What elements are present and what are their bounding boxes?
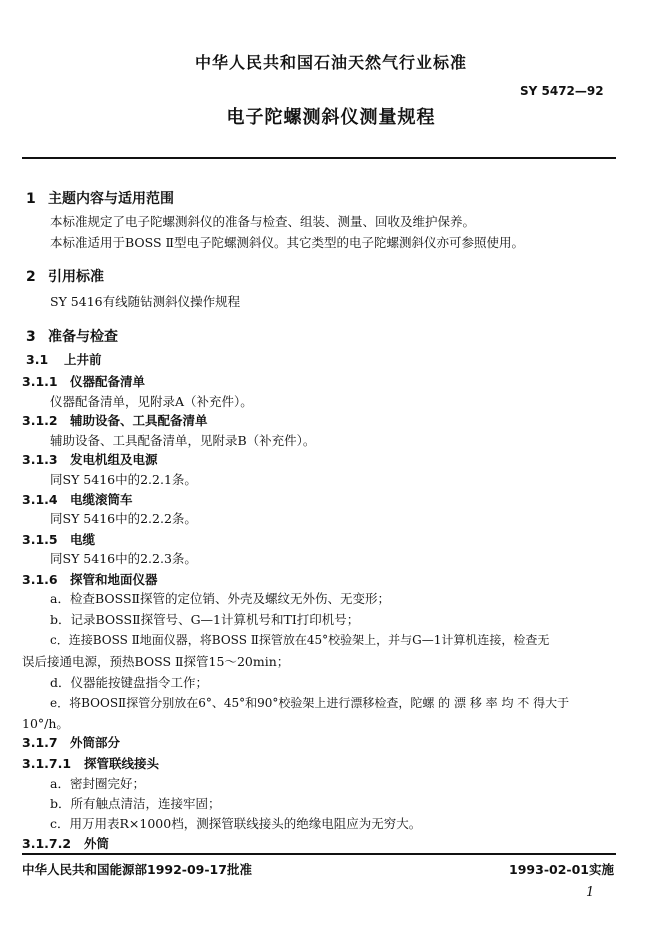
- section-title: 仪器配备清单: [70, 374, 146, 389]
- paragraph: 同SY 5416中的2.2.1条。: [50, 472, 197, 487]
- section-number: 3.1.7: [22, 735, 58, 750]
- standard-number: SY 5472—92: [520, 84, 604, 98]
- paragraph: 辅助设备、工具配备清单，见附录B（补充件）。: [50, 433, 316, 448]
- paragraph: 同SY 5416中的2.2.3条。: [50, 551, 197, 566]
- list-item: c．用万用表R×1000档，测探管联线接头的绝缘电阻应为无穷大。: [50, 816, 422, 831]
- section-title: 探管联线接头: [84, 756, 160, 771]
- section-title: 外筒: [84, 836, 110, 851]
- list-item: d．仪器能按键盘指令工作；: [50, 675, 209, 690]
- subsection-3-1-3-heading: [22, 450, 158, 468]
- section-title: 引用标准: [48, 269, 104, 285]
- section-title: 辅助设备、工具配备清单: [70, 413, 208, 428]
- section-number: 3.1.7.2: [22, 836, 72, 851]
- section-number: 3.1.2: [22, 413, 58, 428]
- section-number: 2: [26, 269, 36, 285]
- section-number: 3.1: [26, 352, 49, 367]
- subsection-3-1-4-heading: [22, 490, 133, 508]
- section-2-heading: [26, 266, 104, 286]
- section-title: 发电机组及电源: [70, 452, 158, 467]
- subsection-3-1-2-heading: [22, 411, 208, 429]
- subsection-3-1-1-heading: [22, 372, 145, 390]
- list-item: a．密封圈完好；: [50, 776, 145, 791]
- subsection-3-1-5-heading: [22, 530, 95, 548]
- section-title: 探管和地面仪器: [70, 572, 158, 587]
- list-item-continuation: 10°/h。: [22, 716, 69, 731]
- subsection-3-1-7-heading: [22, 733, 120, 751]
- section-title: 上井前: [64, 352, 102, 367]
- section-3-heading: [26, 326, 118, 346]
- section-title: 准备与检查: [48, 329, 118, 345]
- paragraph: 本标准适用于BOSS Ⅱ型电子陀螺测斜仪。其它类型的电子陀螺测斜仪亦可参照使用。: [50, 235, 525, 250]
- list-item: b．记录BOSSⅡ探管号、G—1计算机号和TⅠ打印机号；: [50, 612, 360, 627]
- header-divider: [22, 157, 616, 159]
- effective-date: 1993-02-01实施: [509, 862, 614, 877]
- section-number: 3.1.7.1: [22, 756, 72, 771]
- paragraph: 本标准规定了电子陀螺测斜仪的准备与检查、组装、测量、回收及维护保养。: [50, 214, 476, 229]
- section-title: 电缆: [70, 532, 96, 547]
- section-number: 3.1.3: [22, 452, 58, 467]
- footer-divider: [22, 853, 616, 855]
- approval-note: 中华人民共和国能源部1992-09-17批准: [22, 862, 252, 877]
- section-number: 3: [26, 329, 36, 345]
- section-title: 电缆滚筒车: [70, 492, 133, 507]
- subsection-3-1-heading: [26, 350, 102, 368]
- document-org: 中华人民共和国石油天然气行业标准: [194, 53, 467, 72]
- list-item: c．连接BOSS Ⅱ地面仪器，将BOSS Ⅱ探管放在45°校验架上，并与G—1计算机连接，检查无: [50, 633, 550, 647]
- list-item: e．将BOOSⅡ探管分别放在6°、45°和90°校验架上进行漂移检查，陀螺 的 漂 移 率 均 不 得大于: [50, 696, 570, 710]
- section-number: 3.1.4: [22, 492, 58, 507]
- list-item: b．所有触点清洁，连接牢固；: [50, 796, 221, 811]
- list-item-continuation: 误后接通电源，预热BOSS Ⅱ探管15～20min；: [22, 654, 290, 669]
- section-1-heading: [26, 188, 174, 208]
- page-title: 电子陀螺测斜仪测量规程: [226, 107, 436, 128]
- subsection-3-1-7-2-heading: [22, 834, 109, 852]
- section-number: 3.1.1: [22, 374, 58, 389]
- paragraph: SY 5416有线随钻测斜仪操作规程: [50, 294, 241, 309]
- list-item: a．检查BOSSⅡ探管的定位销、外壳及螺纹无外伤、无变形；: [50, 591, 391, 606]
- section-title: 外筒部分: [70, 735, 121, 750]
- section-number: 3.1.5: [22, 532, 58, 547]
- subsection-3-1-7-1-heading: [22, 754, 159, 772]
- page-number: 1: [586, 885, 595, 900]
- section-number: 1: [26, 191, 36, 207]
- paragraph: 仪器配备清单，见附录A（补充件）。: [50, 394, 253, 409]
- section-number: 3.1.6: [22, 572, 58, 587]
- paragraph: 同SY 5416中的2.2.2条。: [50, 511, 197, 526]
- section-title: 主题内容与适用范围: [48, 191, 174, 207]
- subsection-3-1-6-heading: [22, 570, 158, 588]
